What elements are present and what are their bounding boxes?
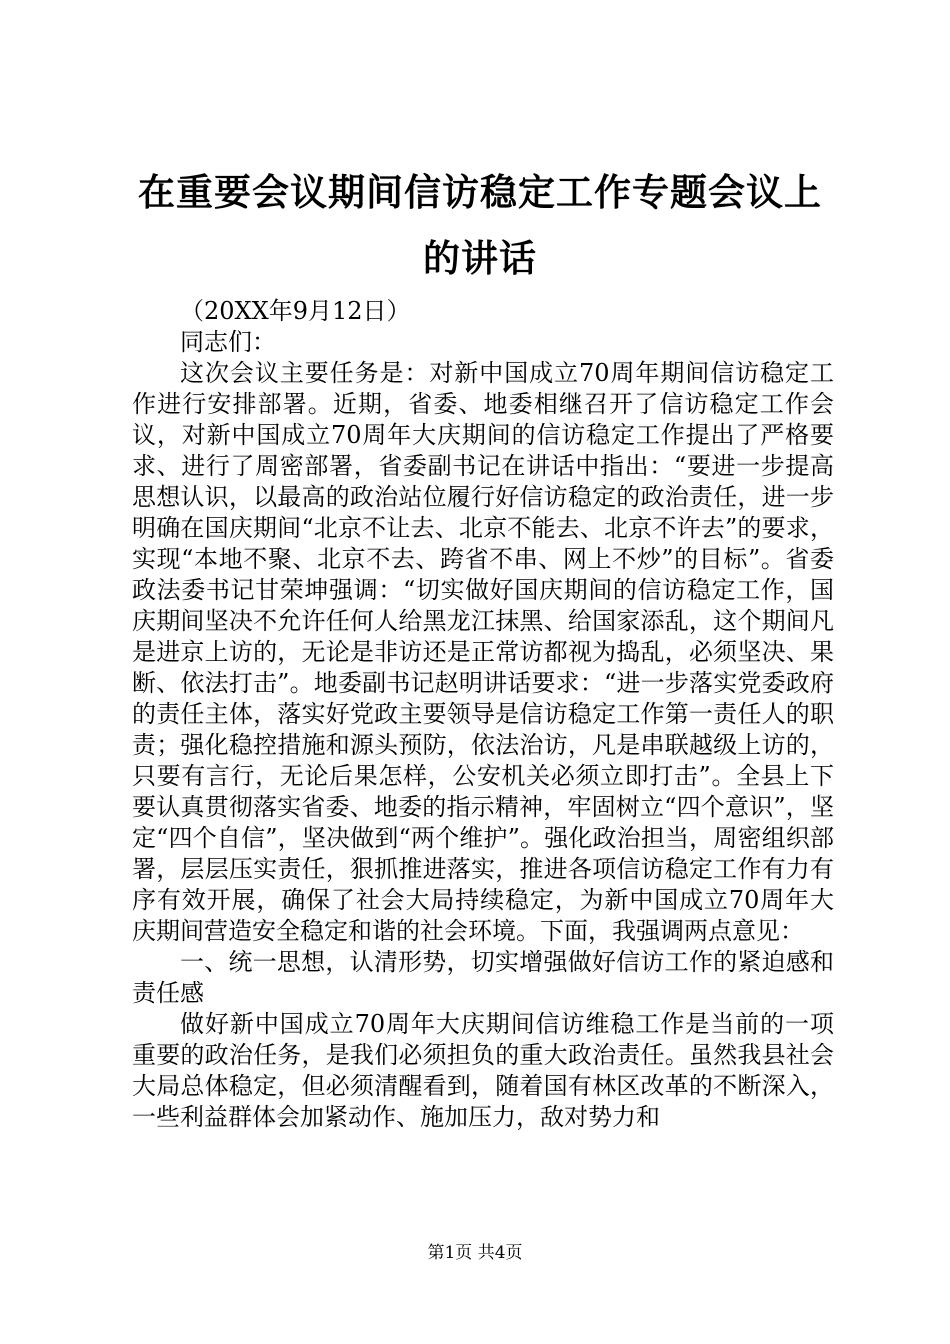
- paragraph-2: 做好新中国成立70周年大庆期间信访维稳工作是当前的一项重要的政治任务，是我们必须担负的重大政治责任。虽然我县社会大局总体稳定，但必须清醒看到，随着国有林区改革的不断深入，一些利益群体会加紧动作、施加压力，敌对势力和: [132, 1010, 834, 1131]
- document-title: 在重要会议期间信访稳定工作专题会议上的讲话: [138, 171, 822, 280]
- paragraph-1: 这次会议主要任务是：对新中国成立70周年期间信访稳定工作进行安排部署。近期，省委、地委相继召开了信访稳定工作会议，对新中国成立70周年大庆期间的信访稳定工作提出了严格要求、进行了周密部署，省委副书记在讲话中指出：“要进一步提高思想认识，以最高的政治站位履行好信访稳定的政治责任，进一步明确在国庆期间“北京不让去、北京不能去、北京不许去”的要求，实现“本地不聚、北京不去、跨省不串、网上不炒”的目标”。省委政法委书记甘荣坤强调：“切实做好国庆期间的信访稳定工作，国庆期间坚决不允许任何人给黑龙江抹黑、给国家添乱，这个期间凡是进京上访的，无论是非访还是正常访都视为捣乱，必须坚决、果断、依法打击”。地委副书记赵明讲话要求：“进一步落实党委政府的责任主体，落实好党政主要领导是信访稳定工作第一责任人的职责；强化稳控措施和源头预防，依法治访，凡是串联越级上访的，只要有言行，无论后果怎样，公安机关必须立即打击”。全县上下要认真贯彻落实省委、地委的指示精神，牢固树立“四个意识”，坚定“四个自信”，坚决做到“两个维护”。强化政治担当，周密组织部署，层层压实责任，狠抓推进落实，推进各项信访稳定工作有力有序有效开展，确保了社会大局持续稳定，为新中国成立70周年大庆期间营造安全稳定和谐的社会环境。下面，我强调两点意见：: [132, 359, 834, 945]
- page-footer: 第1页 共4页: [427, 1243, 523, 1263]
- section-heading-1: 一、统一思想，认清形势，切实增强做好信访工作的紧迫感和责任感: [132, 948, 834, 1007]
- document-body: [132, 296, 834, 1133]
- date-line: （20XX年9月12日）: [180, 297, 411, 325]
- salutation: 同志们：: [180, 328, 276, 356]
